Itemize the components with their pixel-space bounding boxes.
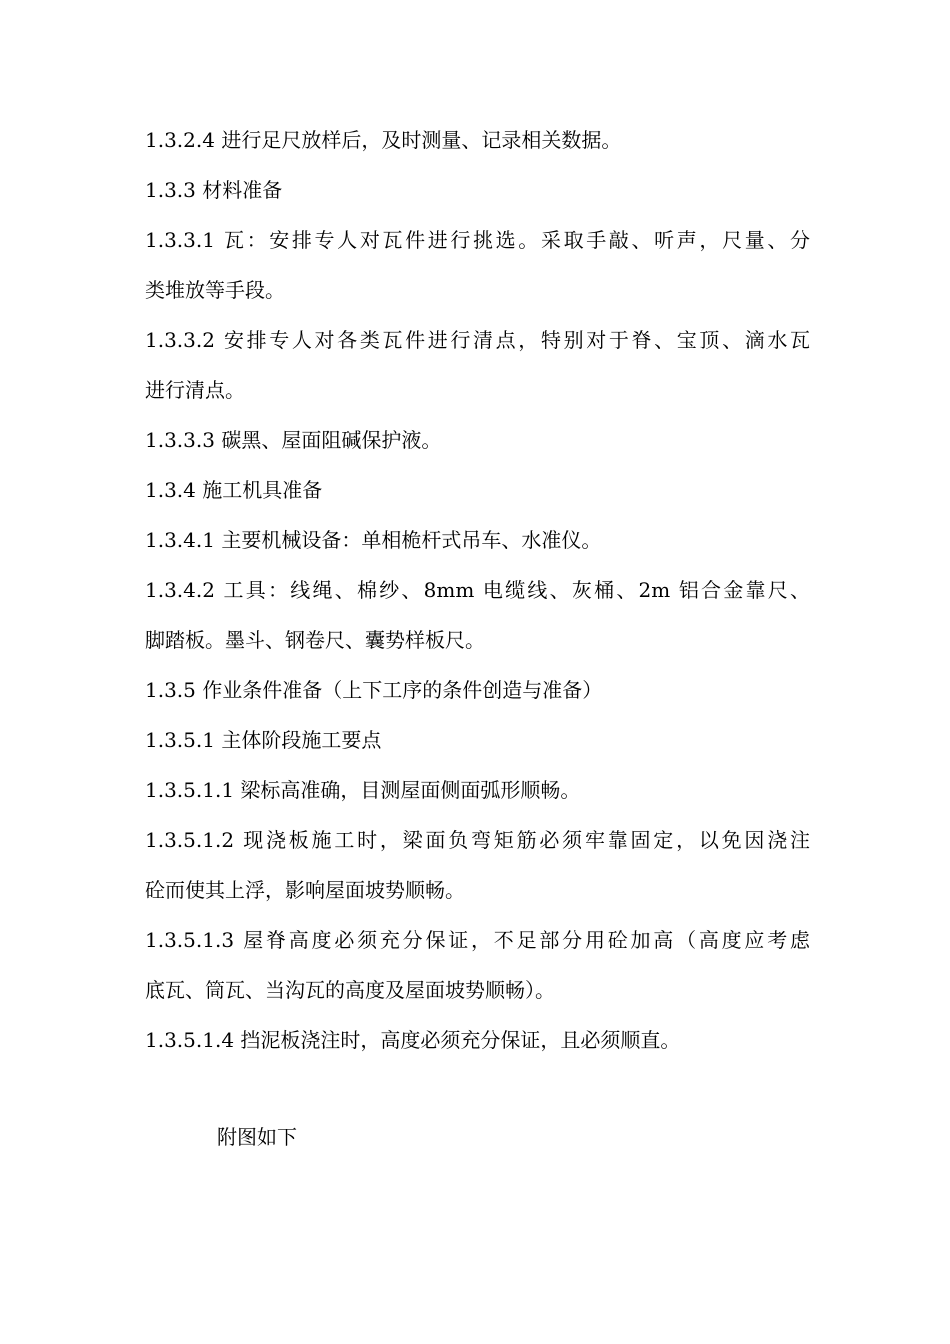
text-line: 1.3.3.2 安排专人对各类瓦件进行清点，特别对于脊、宝顶、滴水瓦 <box>145 328 810 352</box>
text-line: 1.3.5.1.3 屋脊高度必须充分保证，不足部分用砼加高（高度应考虑 <box>145 928 810 952</box>
text-line: 脚踏板。墨斗、钢卷尺、囊势样板尺。 <box>145 628 485 652</box>
text-line: 砼而使其上浮，影响屋面坡势顺畅。 <box>145 878 465 902</box>
text-line: 1.3.3 材料准备 <box>145 178 283 202</box>
text-line: 1.3.4 施工机具准备 <box>145 478 323 502</box>
text-line: 1.3.4.1 主要机械设备：单相桅杆式吊车、水准仪。 <box>145 528 602 552</box>
document-body <box>145 115 810 1065</box>
text-line: 1.3.3.1 瓦：安排专人对瓦件进行挑选。采取手敲、听声，尺量、分 <box>145 228 810 252</box>
text-line: 1.3.5.1.4 挡泥板浇注时，高度必须充分保证，且必须顺直。 <box>145 1028 681 1052</box>
text-line: 1.3.5.1 主体阶段施工要点 <box>145 728 382 752</box>
text-line: 1.3.3.3 碳黑、屋面阻碱保护液。 <box>145 428 442 452</box>
text-line: 进行清点。 <box>145 378 245 402</box>
figure-caption: 附图如下 <box>217 1125 297 1149</box>
text-line: 底瓦、筒瓦、当沟瓦的高度及屋面坡势顺畅）。 <box>145 978 555 1002</box>
text-line: 1.3.4.2 工具：线绳、棉纱、8mm 电缆线、灰桶、2m 铝合金靠尺、 <box>145 578 810 602</box>
text-line: 1.3.5.1.2 现浇板施工时，梁面负弯矩筋必须牢靠固定，以免因浇注 <box>145 828 810 852</box>
text-line: 1.3.2.4 进行足尺放样后，及时测量、记录相关数据。 <box>145 128 622 152</box>
text-line: 类堆放等手段。 <box>145 278 285 302</box>
text-line: 1.3.5 作业条件准备（上下工序的条件创造与准备） <box>145 678 603 702</box>
text-line: 1.3.5.1.1 梁标高准确，目测屋面侧面弧形顺畅。 <box>145 778 581 802</box>
